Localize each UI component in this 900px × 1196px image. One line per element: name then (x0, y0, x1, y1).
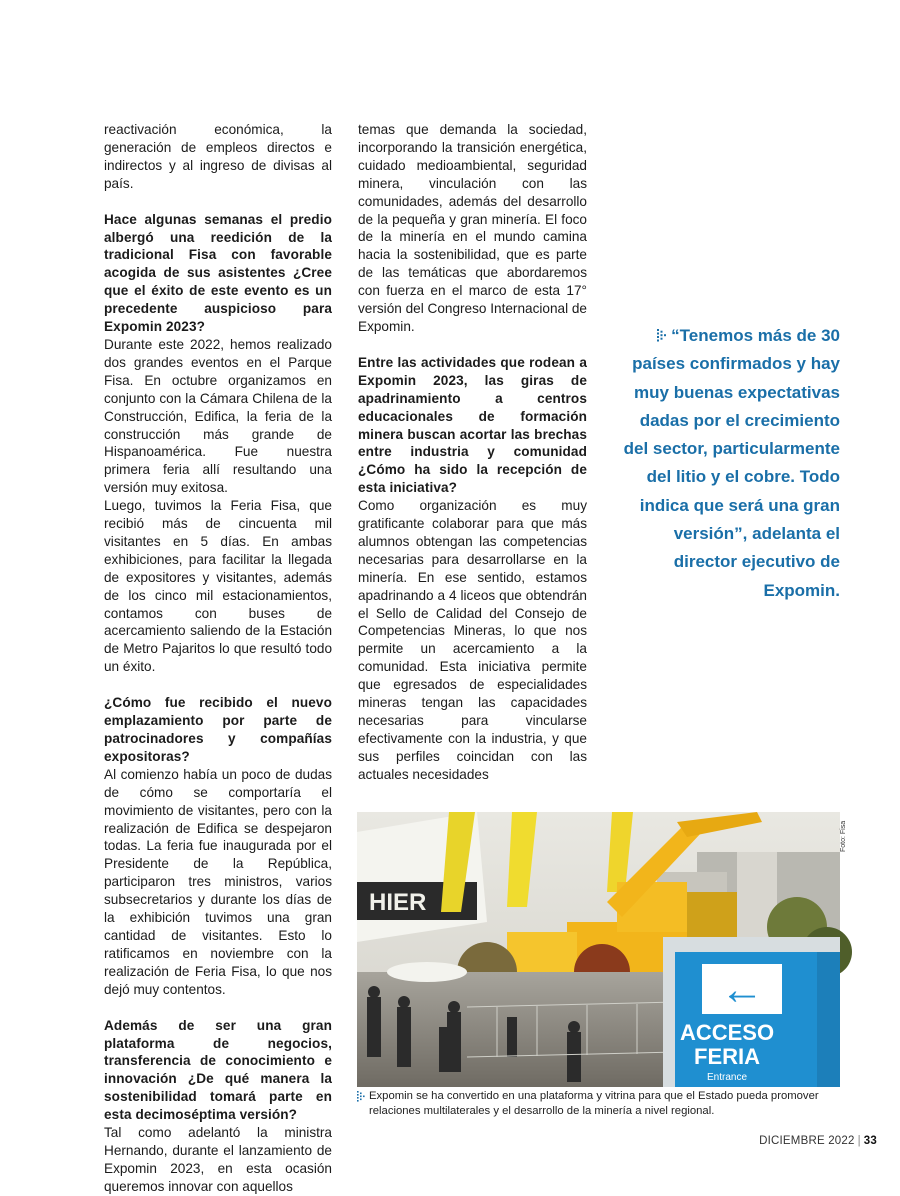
interview-question: Entre las actividades que rodean a Expomin 2023, las giras de apadrinamiento a centros educacionales de formación minera buscan acortar las brechas entre industria y comunidad ¿Cómo ha sido la recepción de esta iniciativa? (358, 354, 587, 496)
interview-question: Hace algunas semanas el predio albergó una reedición de la tradicional Fisa con favorable acogida de sus asistentes ¿Cree que el éxito de este evento es un precedente auspicioso para Expomin 2023? (104, 211, 332, 335)
pull-quote-text: “Tenemos más de 30 países confirmados y hay muy buenas expectativas dadas por el crecimiento del sector, particularmente del litio y el cobre. Todo indica que será una gran versión”, adelanta el director ejecutivo de Expomin. (623, 326, 840, 600)
photo-caption (357, 1089, 840, 1119)
banner-text: HIER (369, 889, 427, 916)
interview-question: ¿Cómo fue recibido el nuevo emplazamiento por parte de patrocinadores y compañías expositoras? (104, 695, 332, 764)
paragraph: Al comienzo había un poco de dudas de cómo se comportaría el movimiento de visitantes, pero con la realización de Edifica se despejaron todas. La feria fue inaugurada por el Presidente de la República, participaron tres ministros, varios subsecretarios y durante los días de la exhibición tuvimos una gran cantidad de visitantes. Esto lo ratificamos en noviembre con la realización de Feria Fisa, lo que nos dejó muy contentos. (104, 766, 332, 997)
arrow-left-icon: ← (720, 965, 764, 1014)
dots-icon (357, 1091, 366, 1102)
page-footer (759, 1135, 877, 1147)
pull-quote (612, 322, 840, 605)
dots-icon (657, 329, 669, 342)
footer-separator: | (857, 1135, 861, 1147)
paragraph: Tal como adelantó la ministra Hernando, durante el lanzamiento de Expomin 2023, en esta ocasión queremos innovar con aquellos (104, 1125, 332, 1194)
article-column-2 (358, 121, 587, 784)
page-number: 33 (863, 1135, 877, 1147)
caption-text: Expomin se ha convertido en una plataforma y vitrina para que el Estado pueda promover relaciones multilaterales y el desarrollo de la minería a nivel regional. (369, 1090, 819, 1117)
paragraph: Como organización es muy gratificante colaborar para que más alumnos obtengan las competencias necesarias para desarrollarse en la minería. En ese sentido, estamos apadrinando a 4 liceos que obtendrán el Sello de Calidad del Consejo de Competencias Mineras, lo que nos permite un acercamiento a la comunidad. Esta iniciativa permite que egresados de especialidades mineras tengan las capacidades necesarias para vincularse efectivamente con la industria, y que sus perfiles coincidan con las actuales necesidades (358, 498, 587, 782)
photo-credit-text: Foto: Fisa (840, 820, 847, 852)
paragraph: Luego, tuvimos la Feria Fisa, que recibió más de cincuenta mil visitantes en 5 días. En ambas exhibiciones, para facilitar la llegada de expositores y visitantes, además de los cinco mil estacionamientos, contamos con buses de acercamiento saliendo de la Estación de Metro Pajaritos lo que resultó todo un éxito. (104, 498, 332, 675)
expo-photo (357, 812, 840, 1087)
interview-question: Además de ser una gran plataforma de negocios, transferencia de conocimiento e innovación ¿De qué manera la sostenibilidad tomará parte en esta decimoséptima versión? (104, 1017, 332, 1123)
paragraph: temas que demanda la sociedad, incorporando la transición energética, cuidado medioambiental, seguridad minera, vinculación con las comunidades, además del desarrollo de la pequeña y gran minería. El foco de la minería en el mundo camina hacia la sostenibilidad, que es parte de las temáticas que abordaremos con fuerza en el marco de esta 17° versión del Congreso Internacional de Expomin. (358, 122, 587, 334)
paragraph: reactivación económica, la generación de empleos directos e indirectos y al ingreso de divisas al país. (104, 122, 332, 191)
expo-photo-illustration (357, 812, 840, 1087)
sign-line-2: FERIA (694, 1044, 760, 1069)
sign-line-3: Entrance (706, 1072, 748, 1083)
issue-date: DICIEMBRE 2022 (759, 1135, 855, 1147)
photo-credit (838, 812, 852, 852)
paragraph: Durante este 2022, hemos realizado dos grandes eventos en el Parque Fisa. En octubre organizamos en conjunto con la Cámara Chilena de la Construcción, Edifica, la feria de la construcción más grande de Hispanoamérica. Fue nuestra primera feria allí resultando una versión muy exitosa. (104, 336, 332, 496)
sign-line-1: ACCESO (679, 1020, 775, 1045)
article-column-1 (104, 121, 332, 1196)
